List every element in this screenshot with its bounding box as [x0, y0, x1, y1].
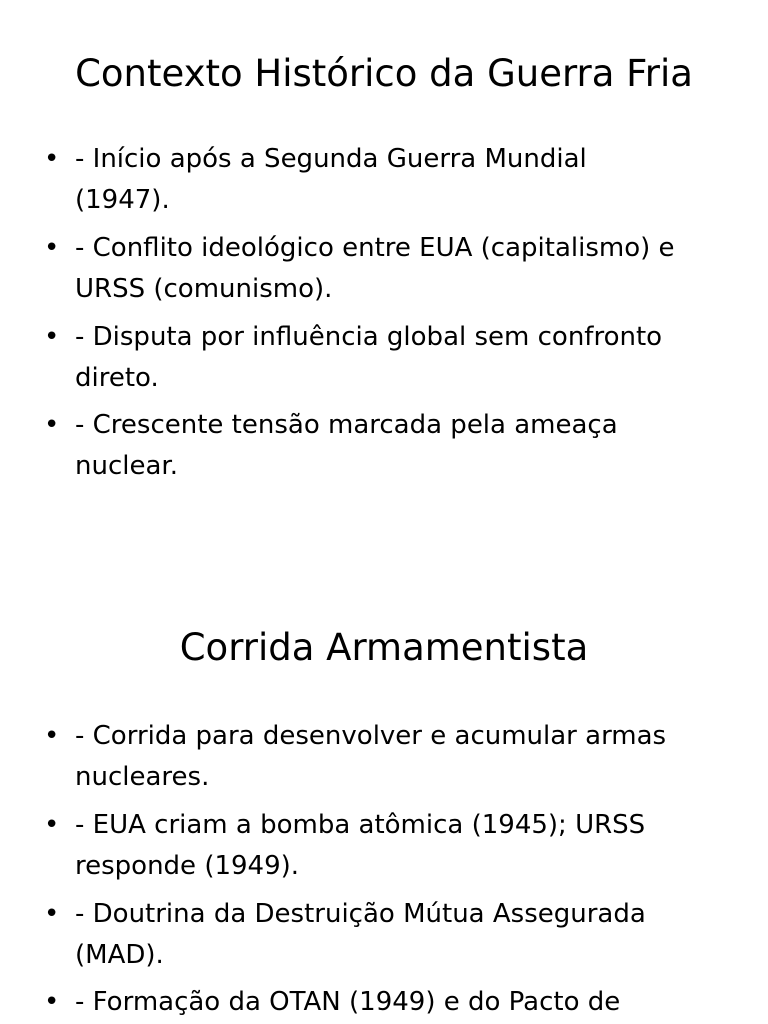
bullet-line: - Início após a Segunda Guerra Mundial — [75, 144, 587, 174]
bullet-line: - Corrida para desenvolver e acumular armas — [75, 721, 667, 751]
bullet-line: direto. — [75, 363, 159, 393]
bullet-text — [75, 982, 725, 1023]
bullet-line: nucleares. — [75, 762, 210, 792]
bullet-line: - Conflito ideológico entre EUA (capitalismo) e — [75, 233, 675, 263]
bullet-line: - Crescente tensão marcada pela ameaça — [75, 410, 618, 440]
bullet-line: responde (1949). — [75, 851, 300, 881]
bullet-icon: • — [44, 410, 60, 440]
slide-title: Corrida Armamentista — [179, 626, 589, 669]
bullet-icon: • — [44, 987, 60, 1017]
bullet-text — [75, 317, 725, 399]
bullet-icon: • — [44, 322, 60, 352]
bullet-text — [75, 139, 725, 221]
bullet-text — [75, 405, 725, 487]
bullet-line: (1947). — [75, 185, 170, 215]
bullet-text — [75, 894, 725, 976]
bullet-line: - EUA criam a bomba atômica (1945); URSS — [75, 810, 646, 840]
bullet-line: - Disputa por influência global sem confronto — [75, 322, 663, 352]
bullet-line: - Doutrina da Destruição Mútua Assegurada — [75, 899, 646, 929]
bullet-line: nuclear. — [75, 451, 178, 481]
bullet-icon: • — [44, 233, 60, 263]
bullet-line: (MAD). — [75, 940, 164, 970]
bullet-line: URSS (comunismo). — [75, 274, 333, 304]
bullet-line: - Formação da OTAN (1949) e do Pacto de — [75, 987, 621, 1017]
bullet-icon: • — [44, 144, 60, 174]
slide-title: Contexto Histórico da Guerra Fria — [75, 52, 693, 95]
bullet-text — [75, 716, 725, 798]
bullet-icon: • — [44, 899, 60, 929]
bullet-text — [75, 228, 725, 310]
bullet-icon: • — [44, 810, 60, 840]
bullet-icon: • — [44, 721, 60, 751]
bullet-text — [75, 805, 725, 887]
